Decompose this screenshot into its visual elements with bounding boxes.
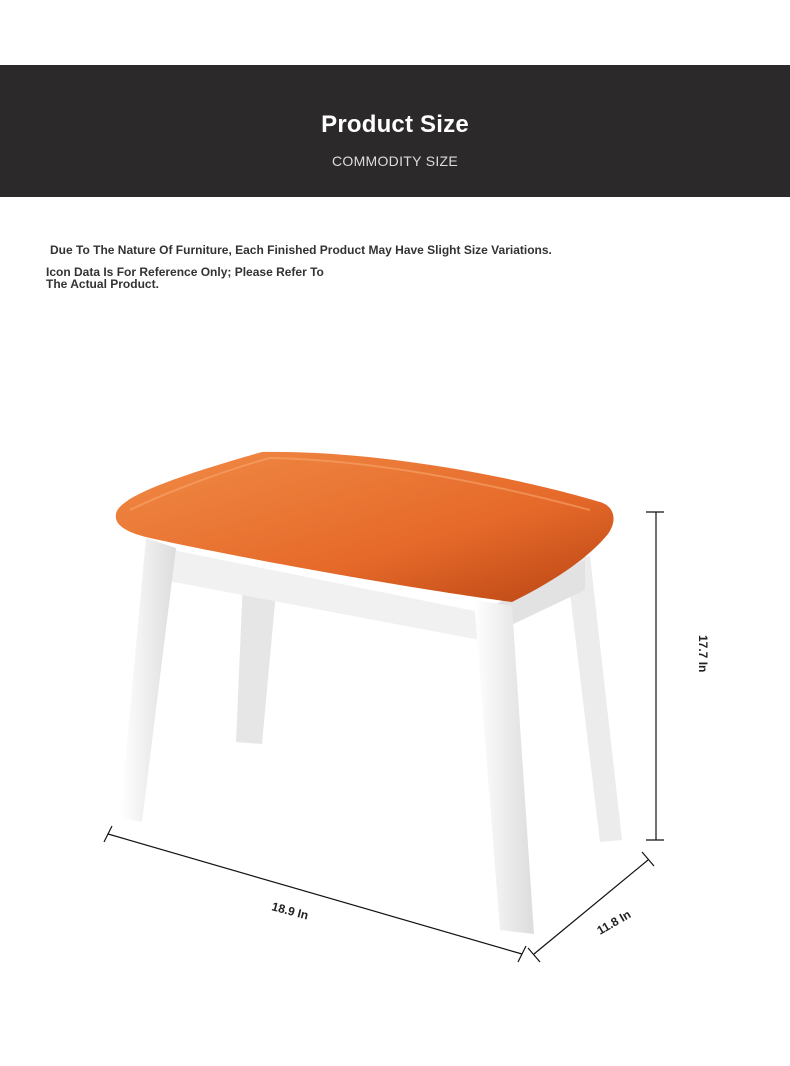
reference-note: Icon Data Is For Reference Only; Please Refer To The Actual Product. [46,265,324,291]
depth-label: 11.8 In [594,907,634,938]
width-label: 18.9 In [270,899,310,923]
size-variation-note: Due To The Nature Of Furniture, Each Finished Product May Have Slight Size Variations. [50,243,552,257]
height-label: 17.7 In [696,635,710,673]
height-dimension-line [646,512,664,840]
page-title: Product Size [321,111,469,138]
depth-dimension-line [528,852,654,962]
page-subtitle: COMMODITY SIZE [331,153,459,169]
width-dimension-line [104,826,526,962]
